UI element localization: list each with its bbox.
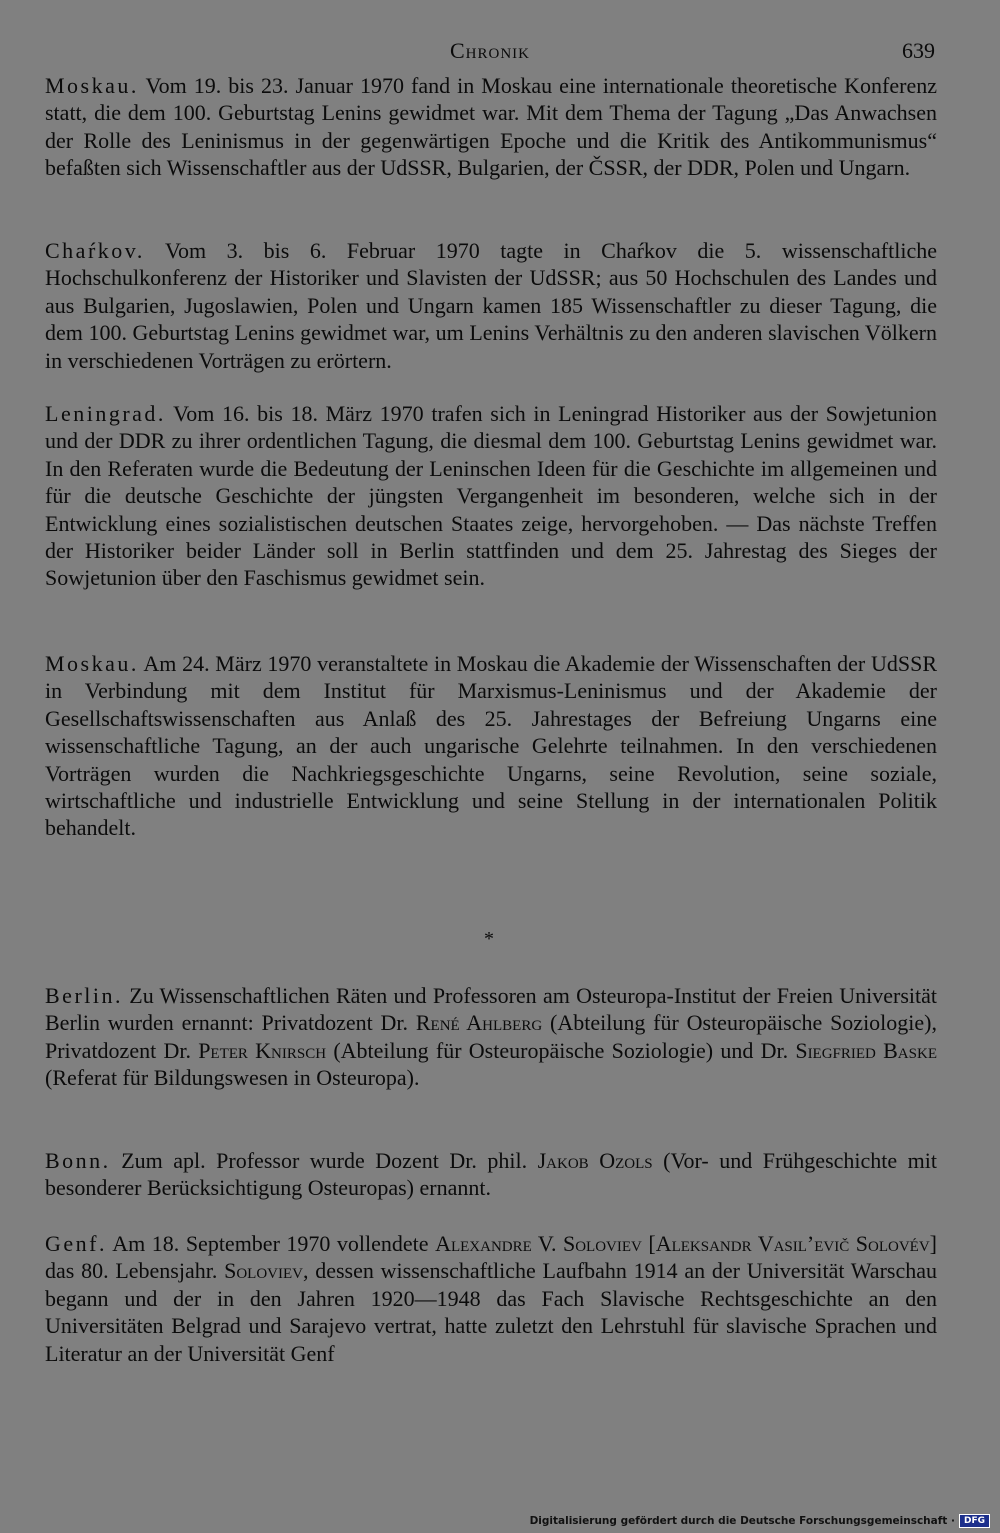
entry-leningrad	[45, 400, 937, 592]
entry-moskau-january	[45, 72, 937, 182]
footer-text: Digitalisierung gefördert durch die Deutsche Forschungsgemeinschaft ·	[529, 1515, 955, 1527]
page-number: 639	[902, 38, 935, 63]
entry-place: Berlin.	[45, 983, 123, 1008]
entry-text: Am 24. März 1970 veranstaltete in Moskau die Akademie der Wissenschaften der UdSSR in Verbindung mit dem Institut für Marxismus-Leninismus und der Akademie der Gesellschaftswissenschaften aus Anlaß des 25. Jahrestages der Befreiung Ungarns eine wissenschaftliche Tagung, an der auch ungarische Gelehrte teilnahmen. In den verschiedenen Vorträgen wurden die Nachkriegsgeschichte Ungarns, seine Revolution, seine soziale, wirtschaftliche und industrielle Entwicklung und seine Stellung in der internationalen Politik behandelt.	[45, 651, 937, 841]
entry-text: Zu Wissenschaftlichen Räten und Professoren am Osteuropa-Institut der Freien Universität Berlin wurden ernannt: Privatdozent Dr.	[45, 983, 937, 1036]
person-name: Peter Knirsch	[198, 1037, 327, 1063]
person-name: Aleksandr Vasil’evič Solovév	[655, 1231, 930, 1256]
entry-text: Vom 19. bis 23. Januar 1970 fand in Moskau eine internationale theoretische Konferenz statt, die dem 100. Geburtstag Lenins gewidmet war. Mit dem Thema der Tagung „Das Anwachsen der Rolle des Leninismus in der gegenwärtigen Epoche und die Kritik des Antikommunismus“ befaßten sich Wissenschaftler aus der UdSSR, Bulgarien, der ČSSR, der DDR, Polen und Ungarn.	[45, 73, 937, 181]
entry-text: (Abteilung für Osteuropäische Soziologie) und Dr.	[326, 1037, 796, 1063]
running-header	[45, 38, 935, 68]
person-name: René Ahlberg	[415, 1010, 543, 1036]
entry-text: (Abteilung für Osteuropäische Soziologie), Privatdozent Dr.	[45, 1010, 937, 1063]
entry-genf	[45, 1230, 937, 1367]
entry-place: Moskau.	[45, 651, 139, 676]
entry-text: (Referat für Bildungswesen in Osteuropa).	[45, 1065, 420, 1091]
section-separator: *	[484, 928, 494, 950]
entry-text: Am 18. September 1970 vollendete	[106, 1231, 436, 1256]
person-name: Siegfried Baske	[795, 1037, 937, 1063]
entry-text: Vom 16. bis 18. März 1970 trafen sich in Leningrad Historiker aus der Sowjetunion und der DDR zu ihrer ordentlichen Tagung, die diesmal dem 100. Geburtstag Lenins gewidmet war. In den Referaten wurde die Bedeutung der Leninschen Ideen für die Geschichte im allgemeinen und für die deutsche Geschichte der jüngsten Vergangenheit im besonderen, welche sich in der Entwicklung eines sozialistischen deutschen Staates zeige, hervorgehoben. — Das nächste Treffen der Historiker beider Länder soll in Berlin stattfinden und dem 25. Jahrestag des Sieges der Sowjetunion über den Faschismus gewidmet sein.	[45, 401, 937, 591]
entry-place: Genf.	[45, 1231, 107, 1256]
header-title: Chronik	[449, 38, 530, 63]
person-name: Alexandre V. Soloviev	[435, 1231, 642, 1256]
entry-place: Chaŕkov.	[45, 238, 145, 263]
entry-berlin	[45, 982, 937, 1092]
entry-bonn	[45, 1147, 937, 1202]
entry-text: Zum apl. Professor wurde Dozent Dr. phil.	[110, 1148, 538, 1173]
entry-text: , dessen wissenschaftliche Laufbahn 1914 an der Universität Warschau begann und der in den Jahren 1920—1948 das Fach Slavische Rechtsgeschichte an den Universitäten Belgrad und Sarajevo vertrat, hatte zuletzt den Lehrstuhl für slavische Sprachen und Literatur an der Universität Genf	[45, 1258, 937, 1366]
digitization-footer	[530, 1513, 990, 1529]
entry-text: [	[641, 1231, 656, 1256]
dfg-logo: DFG	[959, 1514, 990, 1528]
entry-place: Bonn.	[45, 1148, 111, 1173]
entry-text: Vom 3. bis 6. Februar 1970 tagte in Chaŕkov die 5. wissenschaftliche Hochschulkonferenz der Historiker und Slavisten der UdSSR; aus 50 Hochschulen des Landes und aus Bulgarien, Jugoslawien, Polen und Ungarn kamen 185 Wissenschaftler zu dieser Tagung, die dem 100. Geburtstag Lenins gewidmet war, um Lenins Verhältnis zu den anderen slavischen Völkern in verschiedenen Vorträgen zu erörtern.	[45, 238, 937, 373]
entry-place: Moskau.	[45, 73, 139, 98]
person-name: Soloviev	[224, 1258, 303, 1284]
entry-place: Leningrad.	[45, 401, 166, 426]
entry-text: ] das 80. Lebensjahr.	[45, 1231, 937, 1284]
entry-text: (Vor- und Frühgeschichte mit besonderer Berücksichtigung Osteuropas) ernannt.	[45, 1148, 938, 1201]
person-name: Jakob Ozols	[537, 1148, 653, 1173]
entry-moskau-march	[45, 650, 937, 842]
entry-charkov	[45, 237, 937, 374]
